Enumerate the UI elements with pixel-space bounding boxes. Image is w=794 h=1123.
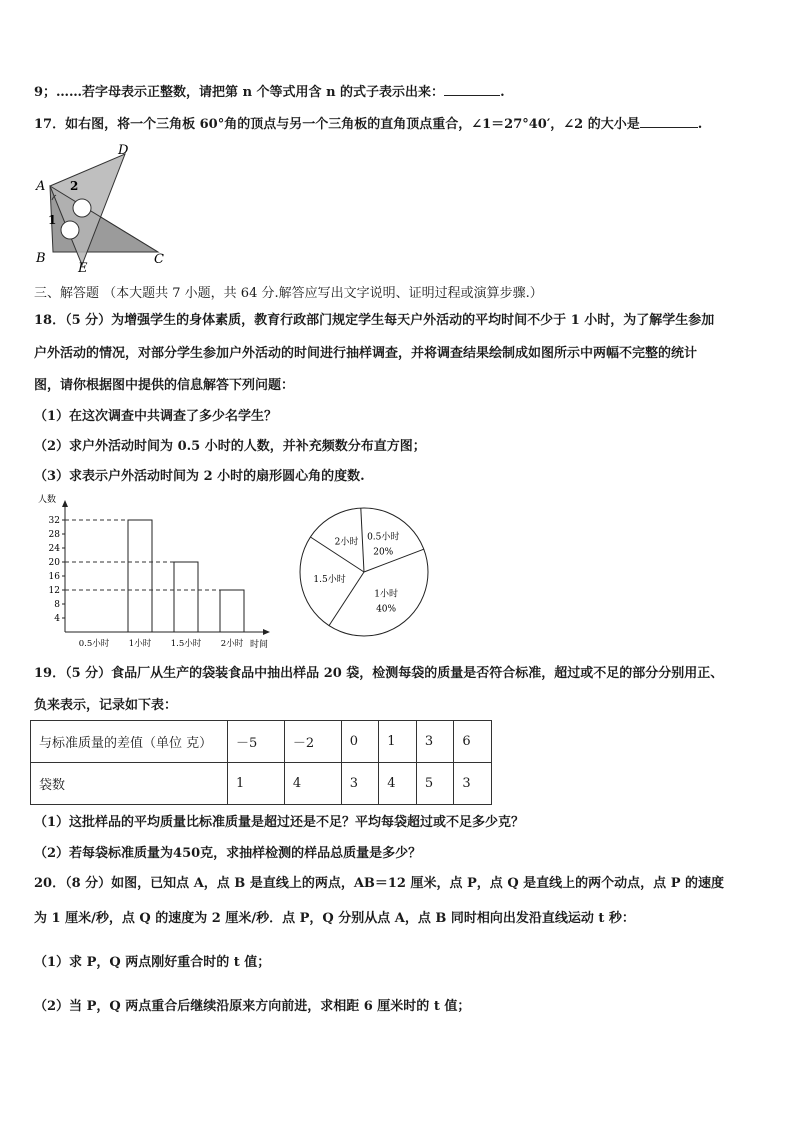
question-18-line-2: 户外活动的情况，对部分学生参加户外活动的时间进行抽样调查，并将调查结果绘制成如图所示中两幅不完整的统计	[34, 346, 698, 361]
table-cell: 5	[416, 763, 454, 805]
question-20-line-1: 20．（8 分）如图，已知点 A，点 B 是直线上的两点，AB＝12 厘米，点 P，点 Q 是直线上的两个动点，点 P 的速度	[34, 876, 725, 891]
question-9-text: 9；……若字母表示正整数，请把第 n 个等式用含 n 的式子表示出来：	[34, 85, 445, 100]
table-cell: 与标准质量的差值（单位 克）	[31, 721, 228, 763]
table-cell: 3	[416, 721, 454, 763]
question-20-sub-2: （2）当 P，Q 两点重合后继续沿原来方向前进，求相距 6 厘米时的 t 值；	[34, 999, 471, 1014]
answer-blank	[444, 83, 500, 96]
question-20-sub-1: （1）求 P，Q 两点刚好重合时的 t 值；	[34, 955, 271, 970]
triangle-figure	[30, 140, 180, 275]
question-19-sub-2: （2）若每袋标准质量为450克，求抽样检测的样品总质量是多少？	[34, 846, 422, 861]
data-table	[30, 720, 492, 805]
pie-slice-percent: 20%	[373, 547, 394, 558]
pie-slice-label: 0.5小时	[367, 532, 400, 543]
histogram-chart	[34, 490, 284, 655]
pie-chart	[294, 502, 434, 642]
angle-2-label: 2	[70, 179, 79, 193]
question-18-sub-2: （2）求户外活动时间为 0.5 小时的人数，并补充频数分布直方图；	[34, 439, 426, 454]
y-tick-label: 12	[48, 586, 60, 596]
question-9: 9；……若字母表示正整数，请把第 n 个等式用含 n 的式子表示出来： .	[34, 85, 505, 100]
question-19-line-2: 负来表示，记录如下表：	[34, 698, 178, 713]
table-row	[31, 763, 492, 805]
label-C: C	[154, 252, 164, 267]
hole-circle	[73, 199, 91, 217]
question-19-line-1: 19．（5 分）食品厂从生产的袋装食品中抽出样品 20 袋，检测每袋的质量是否符合标准，超过或不足的部分分别用正、	[34, 666, 724, 681]
pie-slice-label: 1.5小时	[313, 575, 346, 586]
x-tick-label: 1小时	[128, 639, 152, 649]
table-cell: 4	[379, 763, 417, 805]
table-cell: 1	[228, 763, 285, 805]
x-axis-arrow	[263, 629, 270, 635]
y-tick-label: 28	[48, 530, 60, 540]
question-18-line-3: 图，请你根据图中提供的信息解答下列问题：	[34, 378, 295, 393]
y-tick-label: 8	[54, 600, 60, 610]
section-heading: 三、解答题 （本大题共 7 小题，共 64 分.解答应写出文字说明、证明过程或演算步骤.）	[34, 286, 543, 301]
bar	[174, 562, 198, 632]
table-cell: 3	[454, 763, 492, 805]
pie-slice-percent: 40%	[376, 604, 397, 615]
table-cell: 6	[454, 721, 492, 763]
x-tick-label: 0.5小时	[78, 639, 110, 649]
question-19-sub-1: （1）这批样品的平均质量比标准质量是超过还是不足？平均每袋超过或不足多少克？	[34, 815, 525, 830]
label-A: A	[36, 179, 46, 194]
y-axis-arrow	[62, 500, 68, 507]
y-tick-label: 16	[48, 572, 60, 582]
y-tick-label: 32	[48, 516, 60, 526]
question-20-line-2: 为 1 厘米/秒，点 Q 的速度为 2 厘米/秒．点 P，Q 分别从点 A，点 B 同时相向出发沿直线运动 t 秒：	[34, 911, 635, 926]
angle-1-label: 1	[48, 213, 57, 227]
table-cell: －5	[228, 721, 285, 763]
y-tick-label: 20	[48, 558, 60, 568]
table-cell: 1	[379, 721, 417, 763]
table-cell: 袋数	[31, 763, 228, 805]
bar	[220, 590, 244, 632]
question-18-line-1: 18．（5 分）为增强学生的身体素质，教育行政部门规定学生每天户外活动的平均时间不少于 1 小时，为了解学生参加	[34, 313, 715, 328]
pie-slice-label: 2小时	[334, 537, 359, 548]
table-row	[31, 721, 492, 763]
question-18-sub-1: （1）在这次调查中共调查了多少名学生？	[34, 409, 278, 424]
hole-circle	[61, 221, 79, 239]
y-axis-label: 人数	[38, 495, 57, 505]
y-tick-label: 24	[48, 544, 60, 554]
bar	[128, 520, 152, 632]
table-cell: 4	[284, 763, 341, 805]
question-18-sub-3: （3）求表示户外活动时间为 2 小时的扇形圆心角的度数.	[34, 469, 365, 484]
x-tick-label: 1.5小时	[170, 639, 202, 649]
label-D: D	[118, 143, 129, 158]
pie-slice-label: 1小时	[374, 589, 398, 600]
question-17-text: 17．如右图，将一个三角板 60°角的顶点与另一个三角板的直角顶点重合，∠1＝27°40′，∠2 的大小是	[34, 117, 640, 132]
x-axis-label: 时间	[250, 640, 269, 650]
table-cell: －2	[284, 721, 341, 763]
label-E: E	[78, 261, 88, 275]
table-cell: 0	[341, 721, 379, 763]
answer-blank	[640, 115, 698, 128]
label-B: B	[36, 251, 46, 266]
y-tick-label: 4	[54, 614, 60, 624]
question-17: 17．如右图，将一个三角板 60°角的顶点与另一个三角板的直角顶点重合，∠1＝27°40′，∠2 的大小是 .	[34, 117, 703, 132]
table-cell: 3	[341, 763, 379, 805]
x-tick-label: 2小时	[220, 639, 244, 649]
